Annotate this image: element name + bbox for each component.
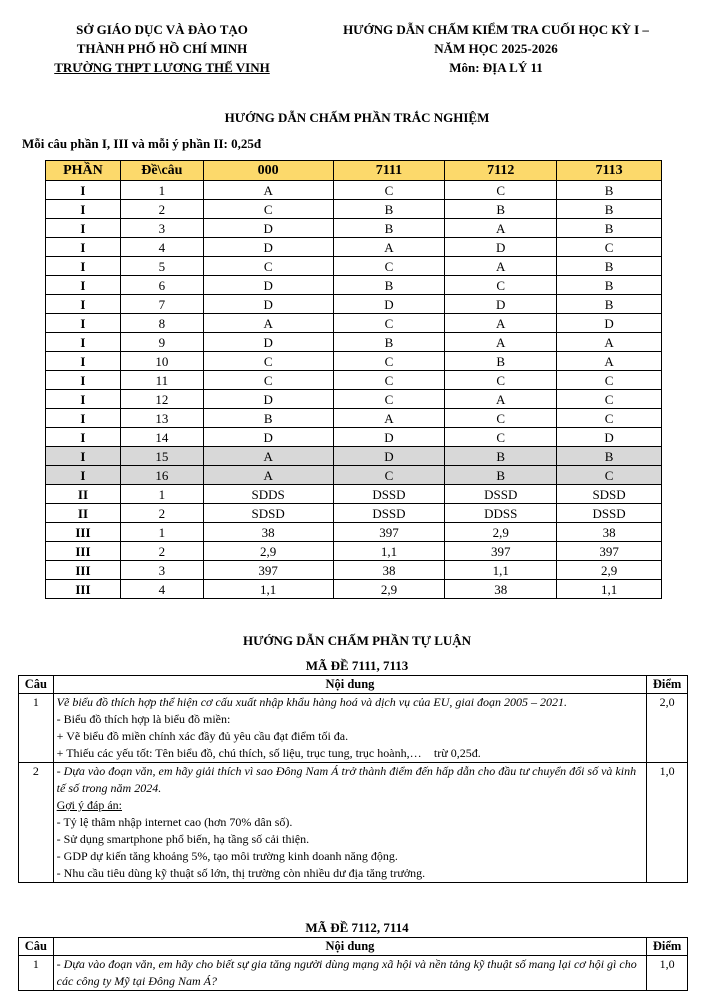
- part-cell: III: [46, 523, 121, 542]
- essay-table-header: [19, 938, 688, 956]
- part-cell: I: [46, 409, 121, 428]
- header-right: [300, 20, 692, 77]
- answer-cell: B: [333, 333, 445, 352]
- col-header: Đề\câu: [120, 161, 203, 181]
- question-cell: 14: [120, 428, 203, 447]
- answer-cell: 2,9: [333, 580, 445, 599]
- answer-cell: A: [333, 409, 445, 428]
- exam-codes-1: MÃ ĐỀ 7111, 7113: [305, 658, 409, 673]
- part-cell: I: [46, 333, 121, 352]
- answer-cell: D: [203, 333, 333, 352]
- answer-line: + Vẽ biểu đồ miền chính xác đầy đủ yêu cầu đạt điểm tối đa.: [56, 729, 349, 743]
- answer-cell: A: [557, 333, 662, 352]
- question-number: 1: [19, 956, 54, 991]
- answer-cell: B: [333, 219, 445, 238]
- col-question: Câu: [19, 676, 54, 694]
- hint-label: Gợi ý đáp án:: [56, 798, 123, 812]
- answer-cell: C: [333, 314, 445, 333]
- answer-cell: 38: [333, 561, 445, 580]
- answer-row: [46, 409, 662, 428]
- school-year: NĂM HỌC 2025-2026: [434, 41, 558, 56]
- answer-cell: A: [203, 447, 333, 466]
- part-cell: I: [46, 257, 121, 276]
- answer-cell: A: [203, 181, 333, 200]
- answer-cell: B: [445, 466, 557, 485]
- question-points: 1,0: [647, 763, 688, 883]
- answer-row: [46, 314, 662, 333]
- answer-cell: DSSD: [557, 504, 662, 523]
- part-cell: III: [46, 580, 121, 599]
- answer-cell: C: [445, 409, 557, 428]
- essay-row: [19, 763, 688, 883]
- answer-cell: D: [203, 219, 333, 238]
- question-cell: 15: [120, 447, 203, 466]
- col-points: Điểm: [647, 676, 688, 694]
- answer-row: [46, 466, 662, 485]
- part-cell: II: [46, 485, 121, 504]
- answer-row: [46, 371, 662, 390]
- answer-cell: A: [445, 333, 557, 352]
- answer-row: [46, 390, 662, 409]
- answer-cell: 1,1: [557, 580, 662, 599]
- answer-cell: 397: [557, 542, 662, 561]
- answer-cell: B: [557, 276, 662, 295]
- part-cell: I: [46, 200, 121, 219]
- answer-cell: C: [203, 352, 333, 371]
- score-note: Mỗi câu phần I, III và mỗi ý phần II: 0,25đ: [22, 136, 262, 151]
- question-text: - Dựa vào đoạn văn, em hãy cho biết sự gia tăng người dùng mạng xã hội và nền tảng kỹ thuật số mang lại cơ hội gì cho các công ty Mỹ tại Đông Nam Á?: [56, 957, 637, 988]
- answer-cell: B: [557, 447, 662, 466]
- essay-section-title: HƯỚNG DẪN CHẤM PHẦN TỰ LUẬN: [242, 633, 472, 648]
- col-question: Câu: [19, 938, 54, 956]
- answer-line: - Nhu cầu tiêu dùng kỹ thuật số lớn, thị trường còn nhiều dư địa tăng trưởng.: [56, 866, 426, 880]
- answer-row: [46, 485, 662, 504]
- part-cell: I: [46, 219, 121, 238]
- answer-line: - Sử dụng smartphone phổ biến, hạ tầng số cải thiện.: [56, 832, 310, 846]
- answer-cell: D: [333, 295, 445, 314]
- answer-cell: D: [203, 276, 333, 295]
- answer-cell: D: [203, 428, 333, 447]
- answer-cell: B: [557, 181, 662, 200]
- answer-cell: 38: [203, 523, 333, 542]
- question-cell: 11: [120, 371, 203, 390]
- col-header: 7112: [445, 161, 557, 181]
- answer-cell: SDSD: [557, 485, 662, 504]
- part-cell: I: [46, 390, 121, 409]
- question-cell: 16: [120, 466, 203, 485]
- question-number: 1: [19, 694, 54, 763]
- document-title: HƯỚNG DẪN CHẤM KIỂM TRA CUỐI HỌC KỲ I –: [343, 22, 649, 37]
- part-cell: I: [46, 181, 121, 200]
- col-header: PHẦN: [46, 161, 121, 181]
- answer-cell: DDSS: [445, 504, 557, 523]
- answer-line: - Tỷ lệ thâm nhập internet cao (hơn 70% dân số).: [56, 815, 293, 829]
- answer-row: [46, 542, 662, 561]
- answer-cell: SDSD: [203, 504, 333, 523]
- answer-cell: C: [557, 390, 662, 409]
- question-cell: 12: [120, 390, 203, 409]
- answer-cell: DSSD: [333, 485, 445, 504]
- question-cell: 2: [120, 200, 203, 219]
- col-points: Điểm: [647, 938, 688, 956]
- essay-table-header: [19, 676, 688, 694]
- answer-cell: B: [333, 276, 445, 295]
- answer-cell: C: [333, 352, 445, 371]
- subject: Môn: ĐỊA LÝ 11: [449, 60, 543, 75]
- part-cell: I: [46, 314, 121, 333]
- answer-cell: D: [203, 295, 333, 314]
- answer-cell: A: [333, 238, 445, 257]
- answer-cell: B: [557, 200, 662, 219]
- part-cell: I: [46, 295, 121, 314]
- part-cell: I: [46, 352, 121, 371]
- answer-row: [46, 200, 662, 219]
- answer-cell: A: [445, 219, 557, 238]
- answer-row: [46, 561, 662, 580]
- question-text: Vẽ biểu đồ thích hợp thể hiện cơ cấu xuất nhập khẩu hàng hoá và dịch vụ của EU, giai đoạn 2005 – 2021.: [56, 695, 568, 709]
- answer-row: [46, 428, 662, 447]
- part-cell: II: [46, 504, 121, 523]
- part-cell: I: [46, 371, 121, 390]
- answer-cell: D: [333, 447, 445, 466]
- question-cell: 8: [120, 314, 203, 333]
- question-cell: 1: [120, 181, 203, 200]
- answer-cell: D: [445, 238, 557, 257]
- col-header: 7111: [333, 161, 445, 181]
- col-header: 000: [203, 161, 333, 181]
- answer-cell: C: [557, 371, 662, 390]
- answer-cell: 2,9: [557, 561, 662, 580]
- city-name: THÀNH PHỐ HỒ CHÍ MINH: [76, 41, 248, 56]
- answer-cell: A: [557, 352, 662, 371]
- question-cell: 1: [120, 485, 203, 504]
- answer-key-table: [45, 160, 662, 599]
- answer-cell: A: [203, 466, 333, 485]
- answer-row: [46, 238, 662, 257]
- answer-row: [46, 333, 662, 352]
- answer-cell: 397: [445, 542, 557, 561]
- part-cell: I: [46, 238, 121, 257]
- answer-cell: 397: [333, 523, 445, 542]
- answer-row: [46, 352, 662, 371]
- question-cell: 2: [120, 542, 203, 561]
- answer-cell: 38: [445, 580, 557, 599]
- answer-cell: A: [445, 390, 557, 409]
- question-cell: 3: [120, 561, 203, 580]
- school-name: TRƯỜNG THPT LƯƠNG THẾ VINH: [54, 60, 270, 75]
- answer-cell: C: [445, 371, 557, 390]
- answer-cell: C: [445, 428, 557, 447]
- answer-cell: 1,1: [333, 542, 445, 561]
- part-cell: III: [46, 542, 121, 561]
- answer-cell: B: [445, 447, 557, 466]
- answer-cell: 2,9: [445, 523, 557, 542]
- answer-row: [46, 295, 662, 314]
- answer-row: [46, 276, 662, 295]
- question-cell: 4: [120, 238, 203, 257]
- answer-cell: 38: [557, 523, 662, 542]
- answer-cell: A: [445, 257, 557, 276]
- part-cell: I: [46, 276, 121, 295]
- answer-cell: C: [203, 257, 333, 276]
- answer-cell: C: [203, 371, 333, 390]
- question-cell: 3: [120, 219, 203, 238]
- question-cell: 1: [120, 523, 203, 542]
- essay-row: [19, 956, 688, 991]
- question-cell: 2: [120, 504, 203, 523]
- part-cell: I: [46, 466, 121, 485]
- answer-row: [46, 580, 662, 599]
- answer-line: + Thiếu các yếu tốt: Tên biểu đồ, chú thích, số liệu, trục tung, trục hoành,…􏰂 trừ 0,25đ.: [56, 746, 481, 760]
- answer-row: [46, 523, 662, 542]
- question-cell: 7: [120, 295, 203, 314]
- answer-row: [46, 219, 662, 238]
- part-cell: I: [46, 447, 121, 466]
- answer-line: - GDP dự kiến tăng khoảng 5%, tạo môi trường kinh doanh năng động.: [56, 849, 398, 863]
- exam-codes-2: MÃ ĐỀ 7112, 7114: [305, 920, 409, 935]
- answer-cell: B: [203, 409, 333, 428]
- answer-cell: SDDS: [203, 485, 333, 504]
- part-cell: III: [46, 561, 121, 580]
- question-points: 2,0: [647, 694, 688, 763]
- question-cell: 9: [120, 333, 203, 352]
- question-cell: 10: [120, 352, 203, 371]
- answer-cell: C: [445, 276, 557, 295]
- answer-cell: 397: [203, 561, 333, 580]
- question-points: 1,0: [647, 956, 688, 991]
- answer-cell: C: [557, 238, 662, 257]
- answer-cell: D: [203, 390, 333, 409]
- answer-table-header: [46, 161, 662, 181]
- answer-cell: B: [333, 200, 445, 219]
- header-left: [22, 20, 302, 77]
- col-content: Nội dung: [53, 938, 647, 956]
- answer-row: [46, 504, 662, 523]
- answer-cell: DSSD: [445, 485, 557, 504]
- question-cell: 6: [120, 276, 203, 295]
- essay-row: [19, 694, 688, 763]
- answer-cell: A: [203, 314, 333, 333]
- answer-cell: C: [203, 200, 333, 219]
- question-content: [53, 763, 647, 883]
- question-content: [53, 956, 647, 991]
- answer-cell: C: [333, 390, 445, 409]
- answer-row: [46, 447, 662, 466]
- answer-cell: B: [445, 352, 557, 371]
- answer-cell: D: [557, 428, 662, 447]
- question-number: 2: [19, 763, 54, 883]
- answer-cell: D: [445, 295, 557, 314]
- answer-cell: C: [557, 466, 662, 485]
- answer-cell: B: [557, 257, 662, 276]
- answer-cell: D: [333, 428, 445, 447]
- answer-row: [46, 181, 662, 200]
- mc-section-title: HƯỚNG DẪN CHẤM PHẦN TRẮC NGHIỆM: [224, 110, 490, 125]
- col-content: Nội dung: [53, 676, 647, 694]
- answer-cell: B: [557, 295, 662, 314]
- answer-cell: DSSD: [333, 504, 445, 523]
- question-cell: 13: [120, 409, 203, 428]
- answer-cell: C: [333, 371, 445, 390]
- answer-cell: 2,9: [203, 542, 333, 561]
- answer-cell: D: [557, 314, 662, 333]
- answer-cell: C: [333, 257, 445, 276]
- essay-table-2: [18, 937, 688, 991]
- answer-cell: A: [445, 314, 557, 333]
- answer-cell: B: [557, 219, 662, 238]
- col-header: 7113: [557, 161, 662, 181]
- answer-line: - Biểu đồ thích hợp là biểu đồ miền:: [56, 712, 231, 726]
- answer-cell: D: [203, 238, 333, 257]
- answer-row: [46, 257, 662, 276]
- department-name: SỞ GIÁO DỤC VÀ ĐÀO TẠO: [76, 22, 248, 37]
- question-text: - Dựa vào đoạn văn, em hãy giải thích vì sao Đông Nam Á trở thành điểm đến hấp dẫn cho đầu tư chuyển đổi số và kinh tế số trong năm 2024.: [56, 764, 637, 795]
- question-cell: 5: [120, 257, 203, 276]
- question-content: [53, 694, 647, 763]
- answer-cell: B: [445, 200, 557, 219]
- answer-cell: C: [333, 466, 445, 485]
- answer-cell: 1,1: [445, 561, 557, 580]
- answer-cell: 1,1: [203, 580, 333, 599]
- answer-cell: C: [333, 181, 445, 200]
- part-cell: I: [46, 428, 121, 447]
- answer-cell: C: [557, 409, 662, 428]
- essay-table-1: [18, 675, 688, 883]
- answer-cell: C: [445, 181, 557, 200]
- question-cell: 4: [120, 580, 203, 599]
